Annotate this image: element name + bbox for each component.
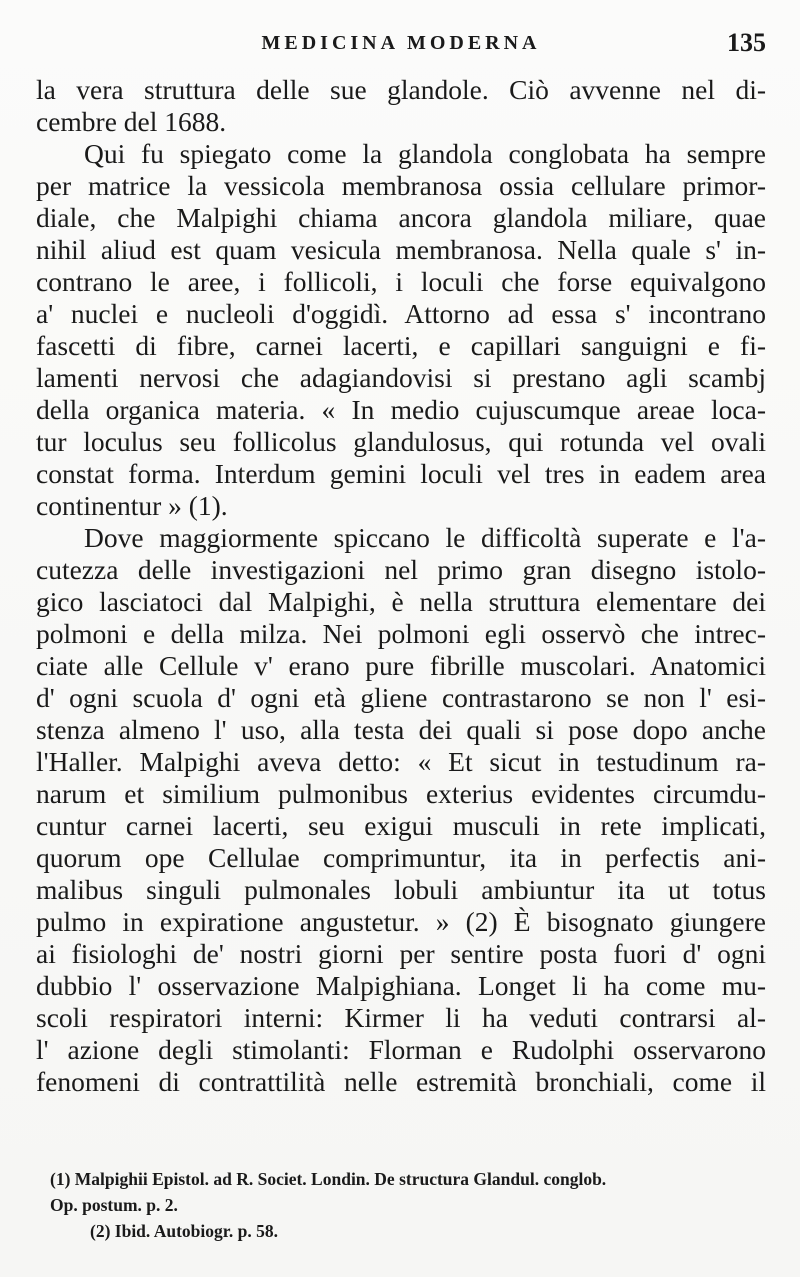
text-line: polmoni e della milza. Nei polmoni egli osservò che intrec- — [36, 618, 766, 649]
text-line: tur loculus seu follicolus glandulosus, qui rotunda vel ovali — [36, 426, 766, 457]
text-line: l'Haller. Malpighi aveva detto: « Et sicut in testudinum ra- — [36, 746, 766, 777]
text-line: continentur » (1). — [36, 490, 228, 521]
text-line: quorum ope Cellulae comprimuntur, ita in perfectis ani- — [36, 842, 766, 873]
text-line: cembre del 1688. — [36, 106, 227, 137]
footnote-1-continuation: Op. postum. p. 2. — [50, 1195, 178, 1215]
text-line: contrano le aree, i follicoli, i loculi che forse equivalgono — [36, 266, 766, 297]
footnotes — [50, 1166, 765, 1244]
text-line: ai fisiologhi de' nostri giorni per sentire posta fuori d' ogni — [36, 938, 766, 969]
body-text — [36, 74, 766, 1098]
text-line: per matrice la vessicola membranosa ossia cellulare primor- — [36, 170, 766, 201]
text-line: narum et similium pulmonibus exterius evidentes circumdu- — [36, 778, 766, 809]
page-header — [36, 28, 766, 68]
text-line: della organica materia. « In medio cujuscumque areae loca- — [36, 394, 766, 425]
text-line: dubbio l' osservazione Malpighiana. Longet li ha come mu- — [36, 970, 766, 1001]
text-line: pulmo in expiratione angustetur. » (2) È bisognato giungere — [36, 906, 766, 937]
text-line: fascetti di fibre, carnei lacerti, e capillari sanguigni e fi- — [36, 330, 766, 361]
text-line: l' azione degli stimolanti: Florman e Rudolphi osservarono — [36, 1034, 766, 1065]
text-line: a' nuclei e nucleoli d'oggidì. Attorno ad essa s' incontrano — [36, 298, 766, 329]
text-line: Dove maggiormente spiccano le difficoltà superate e l'a- — [84, 522, 766, 553]
text-line: gico lasciatoci dal Malpighi, è nella struttura elementare dei — [36, 586, 766, 617]
running-head: MEDICINA MODERNA — [261, 32, 541, 54]
page-number: 135 — [727, 28, 766, 57]
text-line: fenomeni di contrattilità nelle estremità bronchiali, come il — [36, 1066, 766, 1097]
text-line: cutezza delle investigazioni nel primo gran disegno istolo- — [36, 554, 766, 585]
text-line: la vera struttura delle sue glandole. Ciò avvenne nel di- — [36, 74, 766, 105]
text-line: ciate alle Cellule v' erano pure fibrille muscolari. Anatomici — [36, 650, 766, 681]
footnote-1: (1) Malpighii Epistol. ad R. Societ. Londin. De structura Glandul. conglob. — [50, 1169, 607, 1189]
text-line: diale, che Malpighi chiama ancora glandola miliare, quae — [36, 202, 766, 233]
text-line: scoli respiratori interni: Kirmer li ha veduti contrarsi al- — [36, 1002, 766, 1033]
footnote-2: (2) Ibid. Autobiogr. p. 58. — [90, 1221, 279, 1241]
text-line: stenza almeno l' uso, alla testa dei quali si pose dopo anche — [36, 714, 766, 745]
text-line: cuntur carnei lacerti, seu exigui musculi in rete implicati, — [36, 810, 766, 841]
text-line: lamenti nervosi che adagiandovisi si prestano agli scambj — [36, 362, 766, 393]
text-line: Qui fu spiegato come la glandola conglobata ha sempre — [84, 138, 766, 169]
text-line: d' ogni scuola d' ogni età gliene contrastarono se non l' esi- — [36, 682, 766, 713]
text-line: malibus singuli pulmonales lobuli ambiuntur ita ut totus — [36, 874, 766, 905]
text-line: nihil aliud est quam vesicula membranosa. Nella quale s' in- — [36, 234, 766, 265]
text-line: constat forma. Interdum gemini loculi vel tres in eadem area — [36, 458, 766, 489]
